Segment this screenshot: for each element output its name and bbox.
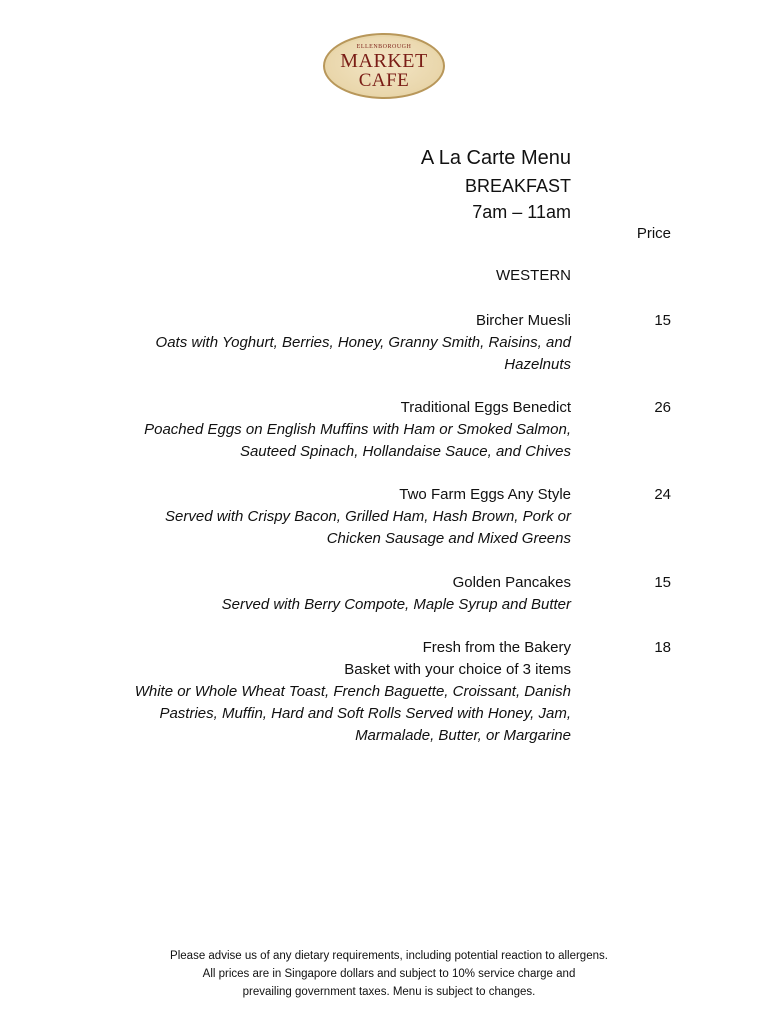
price-column-heading: Price (636, 225, 671, 242)
item-price-eggs-benedict: 26 (654, 399, 671, 416)
section-heading-western: WESTERN (496, 267, 571, 284)
item-description-line: Hazelnuts (504, 356, 571, 373)
item-description-line: Chicken Sausage and Mixed Greens (326, 530, 571, 547)
item-price-two-farm-eggs: 24 (654, 486, 671, 503)
footer-line: prevailing government taxes. Menu is subject to changes. (242, 986, 536, 998)
item-price-fresh-from-bakery: 18 (654, 639, 671, 656)
logo-line-cafe: CAFE (358, 70, 410, 91)
item-name: Golden Pancakes (452, 574, 571, 591)
menu-item-two-farm-eggs (91, 484, 571, 550)
menu-hours: 7am – 11am (472, 202, 571, 222)
item-name: Bircher Muesli (475, 312, 571, 329)
item-description-line: Pastries, Muffin, Hard and Soft Rolls Served with Honey, Jam, (159, 705, 571, 722)
logo-line-market: MARKET (340, 50, 428, 72)
menu-item-bircher-muesli (91, 310, 571, 376)
logo-small-text: ELLENBOROUGH (356, 44, 412, 50)
item-name: Two Farm Eggs Any Style (399, 486, 571, 503)
menu-item-eggs-benedict (91, 397, 571, 463)
footer-line: Please advise us of any dietary requirements, including potential reaction to allergens. (170, 950, 608, 962)
item-description-line: Sauteed Spinach, Hollandaise Sauce, and Chives (239, 443, 571, 460)
item-description-line: White or Whole Wheat Toast, French Baguette, Croissant, Danish (134, 683, 571, 700)
item-description-line: Marmalade, Butter, or Margarine (355, 727, 571, 744)
item-description-line: Served with Crispy Bacon, Grilled Ham, Hash Brown, Pork or (165, 508, 571, 525)
item-description-line: Served with Berry Compote, Maple Syrup and Butter (221, 596, 571, 613)
footer-notice (100, 947, 678, 1001)
menu-item-golden-pancakes (91, 572, 571, 616)
market-cafe-logo (323, 33, 445, 99)
item-subtitle: Basket with your choice of 3 items (344, 661, 571, 678)
item-price-bircher-muesli: 15 (654, 312, 671, 329)
item-name: Fresh from the Bakery (422, 639, 571, 656)
item-price-golden-pancakes: 15 (654, 574, 671, 591)
menu-item-fresh-from-bakery (91, 637, 571, 747)
item-name: Traditional Eggs Benedict (400, 399, 571, 416)
menu-meal: BREAKFAST (464, 176, 571, 196)
item-description-line: Poached Eggs on English Muffins with Ham or Smoked Salmon, (144, 421, 571, 438)
item-description-line: Oats with Yoghurt, Berries, Honey, Granny Smith, Raisins, and (155, 334, 571, 351)
footer-line: All prices are in Singapore dollars and subject to 10% service charge and (202, 968, 576, 980)
menu-title: A La Carte Menu (420, 147, 571, 169)
